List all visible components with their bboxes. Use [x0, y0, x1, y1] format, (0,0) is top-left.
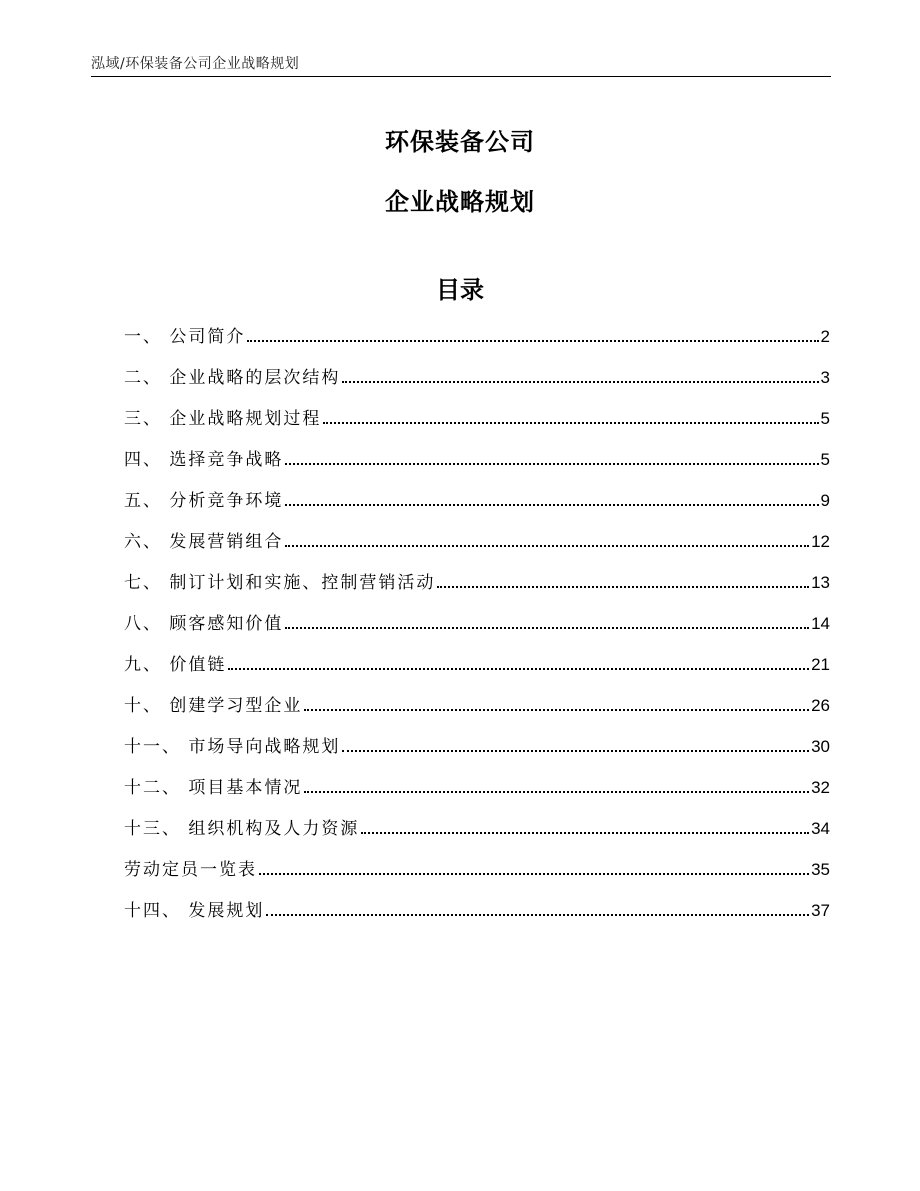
- toc-entry[interactable]: [124, 609, 830, 650]
- toc-leader-dots: [361, 832, 809, 834]
- toc-leader-dots: [304, 791, 809, 793]
- toc-entry[interactable]: [124, 650, 830, 691]
- toc-leader-dots: [247, 340, 818, 342]
- running-header: 泓域/环保装备公司企业战略规划: [91, 56, 300, 72]
- toc-entry-page: 13: [811, 573, 830, 592]
- toc-leader-dots: [259, 873, 809, 875]
- toc-entry-label: 劳动定员一览表: [124, 860, 257, 880]
- header-rule: [91, 76, 831, 77]
- toc-entry[interactable]: [124, 404, 830, 445]
- toc-entry[interactable]: [124, 896, 830, 937]
- toc-entry-page: 14: [811, 614, 830, 633]
- toc-entry-page: 5: [820, 450, 830, 469]
- toc-entry[interactable]: [124, 527, 830, 568]
- toc-entry[interactable]: [124, 363, 830, 404]
- toc-entry-label: 七、 制订计划和实施、控制营销活动: [124, 573, 436, 593]
- toc-entry-label: 三、 企业战略规划过程: [124, 409, 322, 429]
- toc-entry[interactable]: [124, 445, 830, 486]
- toc-entry-page: 37: [811, 901, 830, 920]
- toc-leader-dots: [342, 381, 818, 383]
- toc-entry[interactable]: [124, 814, 830, 855]
- toc-entry-label: 八、 顾客感知价值: [124, 614, 284, 634]
- toc-entry-page: 12: [811, 532, 830, 551]
- toc-entry-page: 3: [820, 368, 830, 387]
- toc-entry-page: 35: [811, 860, 830, 879]
- toc-entry-label: 十二、 项目基本情况: [124, 778, 303, 798]
- toc-leader-dots: [342, 750, 809, 752]
- toc-entry[interactable]: [124, 486, 830, 527]
- toc-entry-label: 十一、 市场导向战略规划: [124, 737, 341, 757]
- toc-entry[interactable]: [124, 855, 830, 896]
- toc-entry[interactable]: [124, 568, 830, 609]
- toc-leader-dots: [285, 504, 818, 506]
- toc-entry-label: 四、 选择竞争战略: [124, 450, 284, 470]
- toc-entry-label: 六、 发展营销组合: [124, 532, 284, 552]
- toc-leader-dots: [228, 668, 809, 670]
- toc-leader-dots: [285, 545, 809, 547]
- toc-heading: 目录: [436, 276, 484, 304]
- toc-leader-dots: [266, 914, 809, 916]
- toc-entry-page: 9: [820, 491, 830, 510]
- toc-entry-page: 34: [811, 819, 830, 838]
- toc-entry-page: 21: [811, 655, 830, 674]
- toc-entry-page: 26: [811, 696, 830, 715]
- toc-leader-dots: [437, 586, 809, 588]
- toc-entry-label: 十四、 发展规划: [124, 901, 265, 921]
- toc-leader-dots: [285, 627, 809, 629]
- toc-entry-label: 十三、 组织机构及人力资源: [124, 819, 360, 839]
- toc-entry-label: 一、 公司简介: [124, 327, 246, 347]
- toc-leader-dots: [285, 463, 818, 465]
- toc-entry-label: 九、 价值链: [124, 655, 227, 675]
- toc-entry[interactable]: [124, 773, 830, 814]
- document-title-line1: 环保装备公司: [385, 128, 535, 156]
- toc-leader-dots: [323, 422, 818, 424]
- toc-entry-page: 2: [820, 327, 830, 346]
- toc-entry[interactable]: [124, 732, 830, 773]
- toc-entry-label: 五、 分析竞争环境: [124, 491, 284, 511]
- toc-leader-dots: [304, 709, 809, 711]
- toc-entry-page: 5: [820, 409, 830, 428]
- toc-entry[interactable]: [124, 691, 830, 732]
- toc-entry-page: 30: [811, 737, 830, 756]
- table-of-contents: [124, 322, 830, 937]
- toc-entry[interactable]: [124, 322, 830, 363]
- toc-entry-label: 二、 企业战略的层次结构: [124, 368, 341, 388]
- document-title-line2: 企业战略规划: [385, 188, 535, 216]
- toc-entry-label: 十、 创建学习型企业: [124, 696, 303, 716]
- toc-entry-page: 32: [811, 778, 830, 797]
